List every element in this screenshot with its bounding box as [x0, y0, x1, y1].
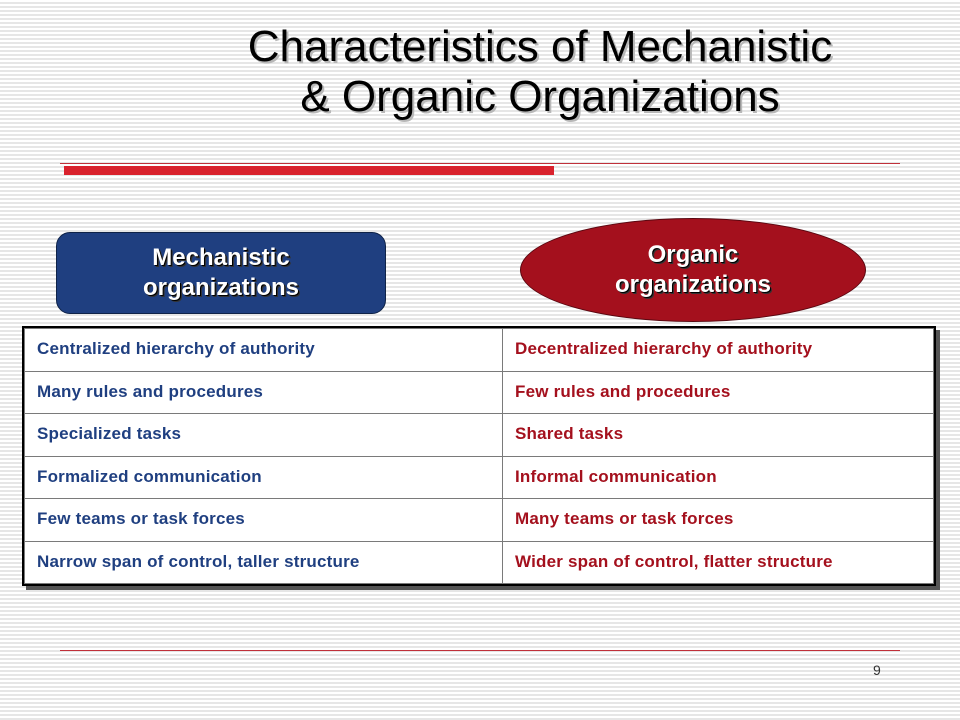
mechanistic-cell: Narrow span of control, taller structure — [25, 541, 503, 584]
mechanistic-cell: Centralized hierarchy of authority — [25, 329, 503, 372]
table-row — [25, 456, 934, 499]
table-row — [25, 414, 934, 457]
organic-cell: Shared tasks — [503, 414, 934, 457]
table-row — [25, 371, 934, 414]
organic-cell: Informal communication — [503, 456, 934, 499]
footer-divider — [60, 650, 900, 651]
organic-cell: Wider span of control, flatter structure — [503, 541, 934, 584]
organic-organizations-label — [520, 218, 866, 322]
mechanistic-cell: Formalized communication — [25, 456, 503, 499]
organic-label-line-2: organizations — [614, 271, 771, 298]
slide-title — [120, 22, 960, 122]
title-divider-thin — [60, 163, 900, 164]
mechanistic-organizations-label — [56, 232, 386, 314]
comparison-table — [22, 326, 936, 586]
organic-cell: Many teams or task forces — [503, 499, 934, 542]
mechanistic-cell: Many rules and procedures — [25, 371, 503, 414]
slide-title-line-2: & Organic Organizations — [300, 72, 780, 121]
organic-cell: Decentralized hierarchy of authority — [503, 329, 934, 372]
mechanistic-label-line-2: organizations — [142, 274, 299, 301]
title-divider-thick — [64, 166, 554, 175]
mechanistic-label-line-1: Mechanistic — [152, 244, 290, 271]
mechanistic-cell: Specialized tasks — [25, 414, 503, 457]
organic-cell: Few rules and procedures — [503, 371, 934, 414]
table-row — [25, 499, 934, 542]
mechanistic-cell: Few teams or task forces — [25, 499, 503, 542]
page-number: 9 — [873, 662, 881, 678]
table-row — [25, 329, 934, 372]
slide-title-line-1: Characteristics of Mechanistic — [247, 22, 833, 71]
organic-label-line-1: Organic — [647, 241, 739, 268]
table-row — [25, 541, 934, 584]
